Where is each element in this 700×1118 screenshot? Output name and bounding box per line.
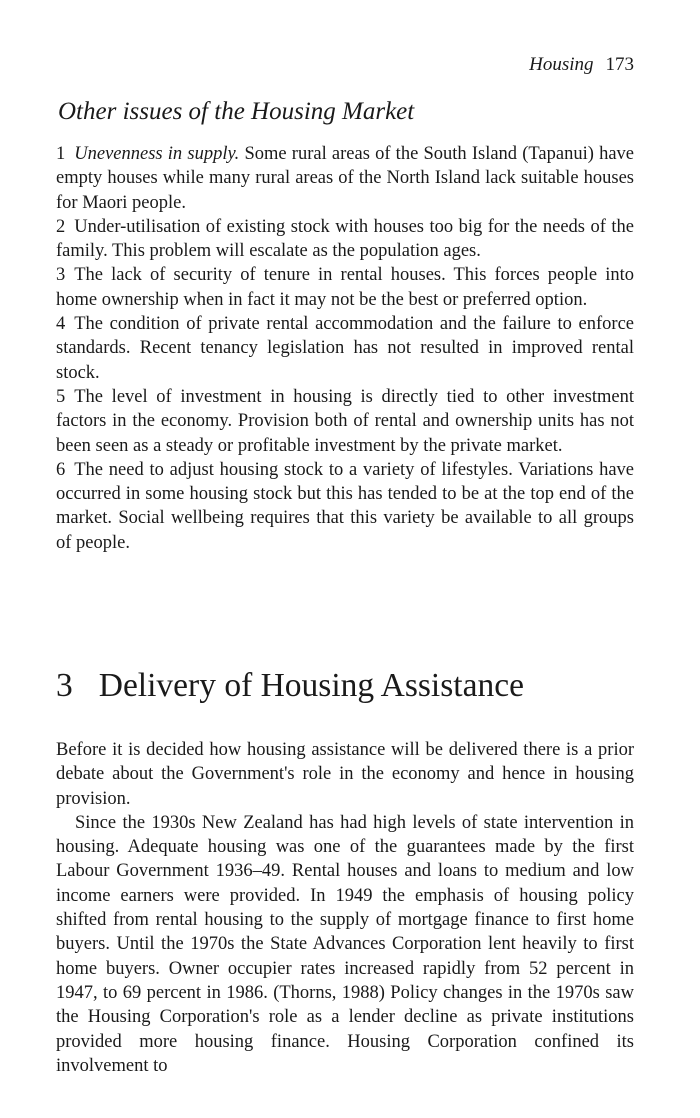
issues-list xyxy=(56,142,634,555)
list-item xyxy=(56,215,634,264)
issue-text: The level of investment in housing is directly tied to other investment factors in the economy. Provision both of rental and ownership units has not been seen as a steady or profitable investment by the private market. xyxy=(56,386,634,456)
running-head-title: Housing xyxy=(529,54,594,75)
section-heading: Other issues of the Housing Market xyxy=(58,98,415,125)
issue-number: 6 xyxy=(56,459,66,480)
issue-number: 2 xyxy=(56,216,66,237)
issue-number: 4 xyxy=(56,314,66,335)
list-item xyxy=(56,263,634,312)
chapter-title: Delivery of Housing Assistance xyxy=(98,667,524,704)
chapter-number: 3 xyxy=(56,667,73,704)
body-paragraph: Since the 1930s New Zealand has had high levels of state intervention in housing. Adequate housing was one of the guarantees made by the first Labour Government 1936–49. Rental houses and loans to medium and low income earners were provided. In 1949 the emphasis of housing policy shifted from rental housing to the supply of mortgage finance to first home buyers. Until the 1970s the State Advances Corporation lent heavily to first home buyers. Owner occupier rates increased rapidly from 52 percent in 1947, to 69 percent in 1986. (Thorns, 1988) Policy changes in the 1970s saw the Housing Corporation's role as a lender decline as private institutions provided more housing finance. Housing Corporation confined its involvement to xyxy=(56,812,634,1076)
issue-text: The condition of private rental accommodation and the failure to enforce standards. Recent tenancy legislation has not resulted in improved rental stock. xyxy=(56,314,634,383)
list-item xyxy=(56,385,634,458)
running-head xyxy=(529,54,634,76)
issue-text: Some rural areas of the South Island (Tapanui) have empty houses while many rural areas of the North Island lack suitable houses for Maori people. xyxy=(56,144,634,213)
issue-number: 3 xyxy=(56,265,66,286)
issue-text: The need to adjust housing stock to a variety of lifestyles. Variations have occurred in some housing stock but this has tended to be at the top end of the market. Social wellbeing requires that this variety be available to all groups of people. xyxy=(56,459,634,553)
body-paragraph: Before it is decided how housing assistance will be delivered there is a prior debate about the Government's role in the economy and hence in housing provision. xyxy=(56,740,634,809)
list-item xyxy=(56,142,634,215)
issue-number: 1 xyxy=(56,144,66,164)
issue-number: 5 xyxy=(56,386,66,407)
issue-lead: Unevenness in supply. xyxy=(74,144,240,164)
chapter-body xyxy=(56,738,634,1078)
chapter-heading xyxy=(56,666,524,706)
list-item xyxy=(56,312,634,385)
issue-text: The lack of security of tenure in rental houses. This forces people into home ownership when in fact it may not be the best or preferred option. xyxy=(56,265,634,310)
page-number: 173 xyxy=(605,54,634,75)
issue-text: Under-utilisation of existing stock with houses too big for the needs of the family. This problem will escalate as the population ages. xyxy=(56,216,634,262)
list-item xyxy=(56,458,634,555)
